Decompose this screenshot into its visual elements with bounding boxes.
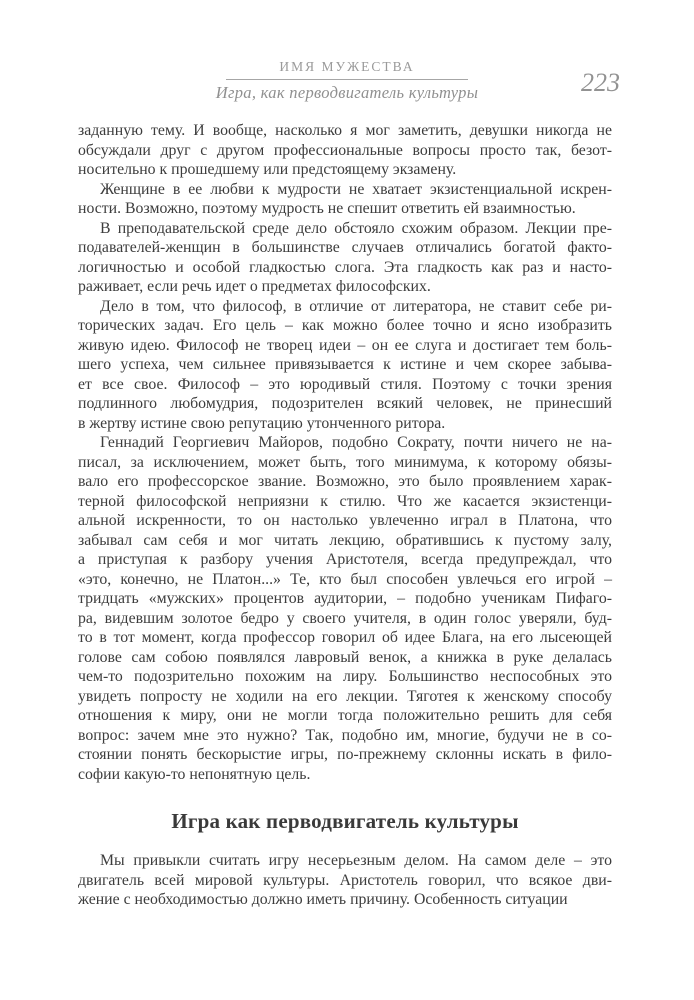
- text-line: жение с необходимостью должно иметь причину. Особенность ситуации: [78, 891, 568, 908]
- text-line: раживает, если речь идет о предметах философских.: [78, 278, 431, 295]
- paragraph: [78, 121, 612, 180]
- text-line: Женщине в ее любви к мудрости не хватает экзистенциальной искрен-: [100, 180, 612, 198]
- text-line: В преподавательской среде дело обстояло схожим образом. Лекции пре-: [100, 219, 612, 237]
- chapter-title: Игра, как перводвигатель культуры: [215, 83, 479, 102]
- text-line: стоянии понять бескорыстие игры, по-прежнему склонны искать в фило-: [78, 746, 612, 763]
- paragraph: [78, 851, 612, 910]
- header-divider: [226, 79, 468, 80]
- paragraph: [78, 219, 612, 297]
- text-line: голове сам собою появлялся лавровый венок, а книжка в руке делалась: [78, 648, 612, 666]
- text-line: подавателей-женщин в большинстве случаев отличались богатой факто-: [78, 239, 612, 256]
- text-line: забывал сам себя и мог читать лекцию, обратившись к пустому залу,: [78, 531, 612, 549]
- text-line: терной философской неприязни к стилю. Что же касается экзистенци-: [78, 492, 612, 510]
- text-line: вало его профессорское звание. Возможно, это было проявлением харак-: [78, 473, 612, 490]
- text-line: носительно к прошедшему или предстоящему экзамену.: [78, 161, 457, 178]
- text-line: «это, конечно, не Платон...» Те, кто был способен увлечься его игрой –: [78, 570, 612, 588]
- text-line: тридцать «мужских» процентов аудитории, – подобно ученикам Пифаго-: [78, 590, 612, 607]
- text-line: а приступая к разбору учения Аристотеля, всегда предупреждал, что: [78, 551, 612, 568]
- body-before-heading: [78, 121, 612, 784]
- text-line: Мы привыкли считать игру несерьезным делом. На самом деле – это: [100, 852, 612, 869]
- page-header: [0, 58, 694, 103]
- text-line: подлинного любомудрия, подозрителен всякий человек, не принесший: [78, 395, 612, 412]
- text-line: обсуждали друг с другом профессиональные вопросы просто так, безот-: [78, 141, 612, 159]
- text-line: Геннадий Георгиевич Майоров, подобно Сократу, почти ничего не на-: [100, 434, 612, 451]
- text-line: чем-то подозрительно похожим на лиру. Большинство неспособных это: [78, 668, 612, 685]
- paragraph: [78, 180, 612, 219]
- text-line: альной искренности, то он настолько увлеченно играл в Платона, что: [78, 512, 612, 529]
- body-after-heading: [78, 851, 612, 910]
- page-number: 223: [581, 68, 620, 97]
- section-heading: Игра как перводвигатель культуры: [171, 809, 519, 833]
- page-body: [78, 121, 612, 910]
- text-line: писал, за исключением, может быть, того минимума, к которому обязы-: [78, 453, 612, 471]
- text-line: в жертву истине свою репутацию утонченного ритора.: [78, 414, 446, 432]
- text-line: увидеть попросту не ходили на его лекции. Тяготея к женскому способу: [78, 687, 612, 705]
- text-line: то в тот момент, когда профессор говорил об идее Блага, на его лысеющей: [78, 629, 612, 646]
- text-line: вопрос: зачем мне это нужно? Так, подобно им, многие, будучи не в со-: [78, 726, 612, 744]
- paragraph: [78, 433, 612, 784]
- text-line: логичностью и особой гладкостью слога. Эта гладкость как раз и насто-: [78, 258, 612, 276]
- text-line: торических задач. Его цель – как можно более точно и ясно изобразить: [78, 317, 612, 334]
- text-line: заданную тему. И вообще, насколько я мог заметить, девушки никогда не: [78, 122, 612, 139]
- text-line: отношения к миру, они не могли тогда положительно решить для себя: [78, 707, 612, 724]
- text-line: шего успеха, чем сильнее привязывается к истине и чем скорее забыва-: [78, 356, 612, 373]
- book-title: ИМЯ МУЖЕСТВА: [279, 59, 415, 74]
- text-line: ности. Возможно, поэтому мудрость не спешит ответить ей взаимностью.: [78, 200, 576, 217]
- text-line: софии какую-то непонятную цель.: [78, 765, 311, 783]
- text-line: Дело в том, что философ, в отличие от литератора, не ставит себе ри-: [100, 297, 612, 315]
- text-line: ра, видевшим золотое бедро у своего учителя, в один голос уверяли, буд-: [78, 609, 612, 627]
- paragraph: [78, 297, 612, 434]
- text-line: ет все свое. Философ – это юродивый стиля. Поэтому с точки зрения: [78, 375, 612, 393]
- text-line: двигатель всей мировой культуры. Аристотель говорил, что всякое дви-: [78, 871, 612, 889]
- text-line: живую идею. Философ не творец идеи – он ее слуга и достигает тем боль-: [78, 336, 612, 354]
